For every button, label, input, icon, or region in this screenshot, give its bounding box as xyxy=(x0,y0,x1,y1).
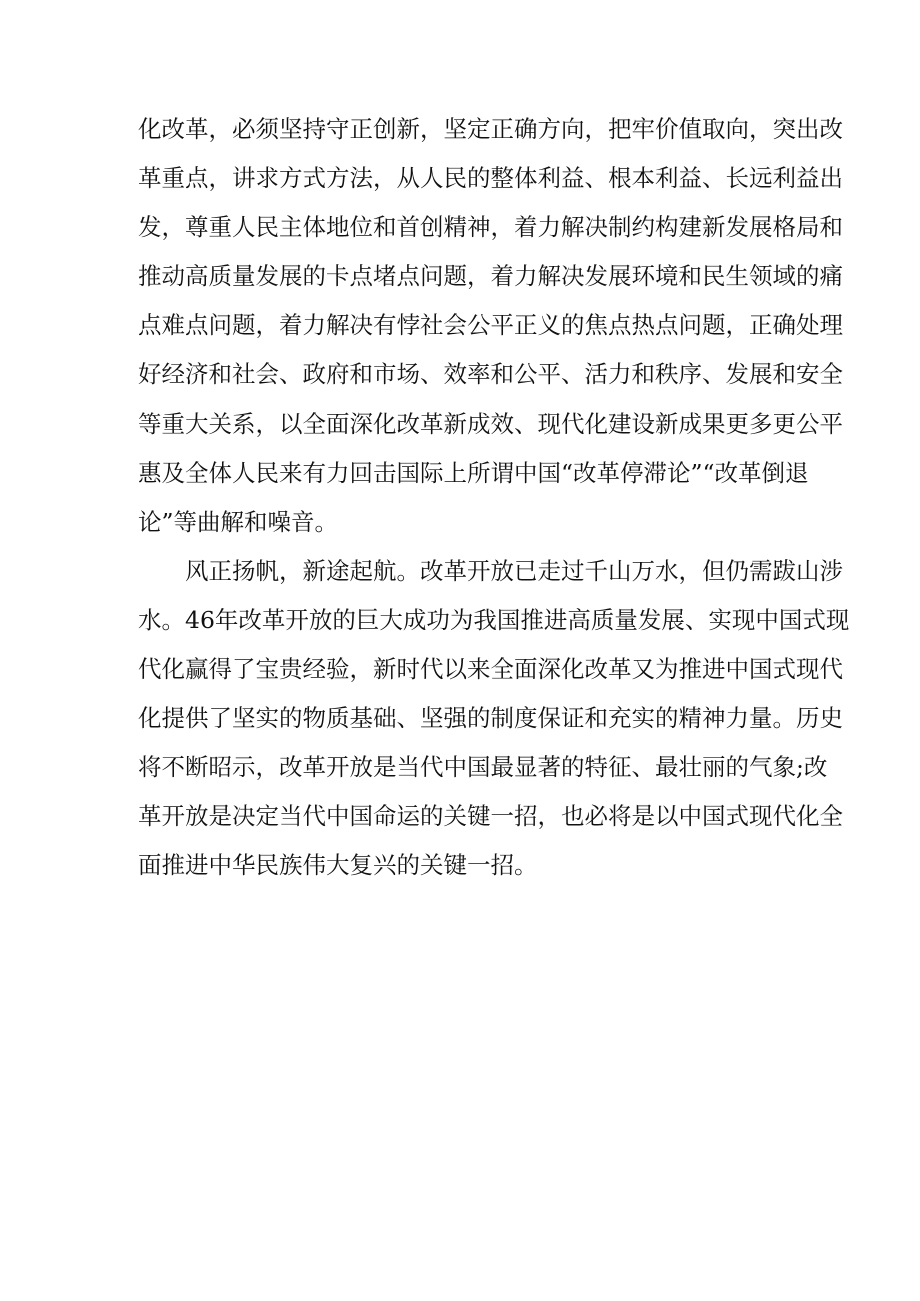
text-line: 风正扬帆，新途起航。改革开放已走过千山万水，但仍需跋山涉 xyxy=(185,556,843,585)
text-line: 推动高质量发展的卡点堵点问题，着力解决发展环境和民生领域的痛 xyxy=(138,262,843,291)
text-line: 革开放是决定当代中国命运的关键一招，也必将是以中国式现代化全 xyxy=(138,802,843,831)
document-body xyxy=(138,105,850,891)
text-line: 等重大关系，以全面深化改革新成效、现代化建设新成果更多更公平 xyxy=(138,409,843,438)
text-line: 发，尊重人民主体地位和首创精神，着力解决制约构建新发展格局和 xyxy=(138,213,843,242)
text-line: 面推进中华民族伟大复兴的关键一招。 xyxy=(138,851,538,880)
text-line: 好经济和社会、政府和市场、效率和公平、活力和秩序、发展和安全 xyxy=(138,360,843,389)
paragraph-1 xyxy=(138,105,843,547)
text-line: 化提供了坚实的物质基础、坚强的制度保证和充实的精神力量。历史 xyxy=(138,704,843,733)
paragraph-2 xyxy=(138,547,850,891)
text-line: 化改革，必须坚持守正创新，坚定正确方向，把牢价值取向，突出改 xyxy=(138,115,843,143)
text-line: 水。46年改革开放的巨大成功为我国推进高质量发展、实现中国式现 xyxy=(138,605,850,634)
text-line: 将不断昭示，改革开放是当代中国最显著的特征、最壮丽的气象;改 xyxy=(138,753,828,782)
text-line: 论”等曲解和噪音。 xyxy=(138,507,339,536)
text-line: 代化赢得了宝贵经验，新时代以来全面深化改革又为推进中国式现代 xyxy=(138,655,843,684)
text-line: 点难点问题，着力解决有悖社会公平正义的焦点热点问题，正确处理 xyxy=(138,311,843,340)
text-line: 惠及全体人民来有力回击国际上所谓中国“改革停滞论”“改革倒退 xyxy=(138,458,809,487)
text-line: 革重点，讲求方式方法，从人民的整体利益、根本利益、长远利益出 xyxy=(138,164,843,193)
